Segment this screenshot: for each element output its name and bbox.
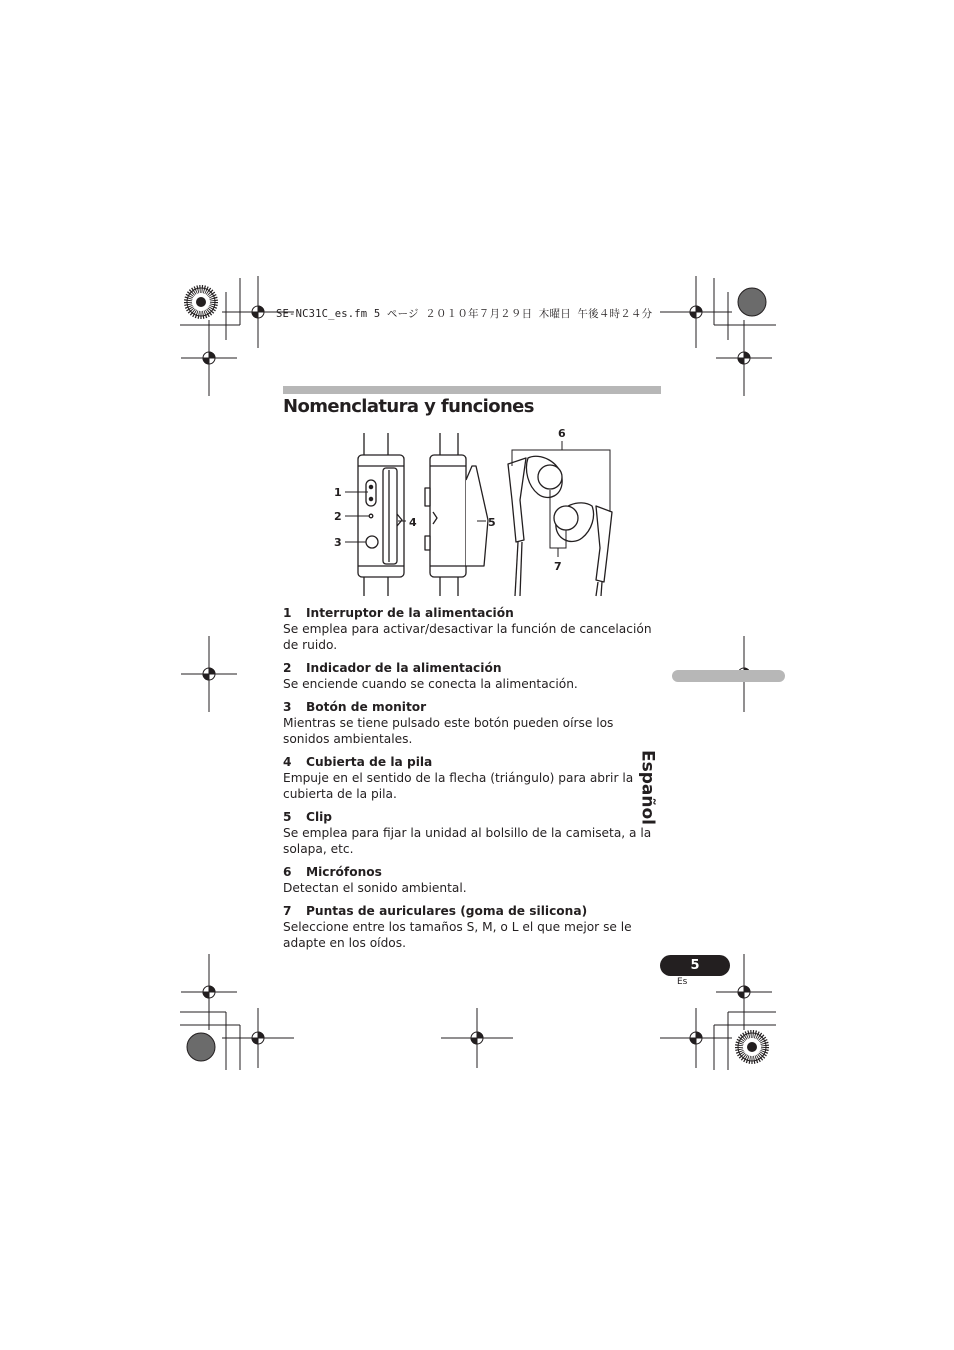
- print-header: SE-NC31C_es.fm 5 ページ ２０１０年７月２９日 木曜日 午後４時２４分: [276, 308, 653, 320]
- callout-3: 3: [334, 536, 342, 549]
- item-title: Cubierta de la pila: [306, 755, 433, 769]
- item-description: Seleccione entre los tamaños S, M, o L el que mejor se le adapte en los oídos.: [283, 920, 632, 950]
- earphones-illustration: [508, 456, 612, 596]
- parts-list: [283, 605, 663, 958]
- item-number: 4: [283, 755, 292, 769]
- item-number: 3: [283, 700, 292, 714]
- item-description: Se emplea para fijar la unidad al bolsillo de la camiseta, a la solapa, etc.: [283, 826, 652, 856]
- list-item: [283, 754, 663, 802]
- unit-front-illustration: [358, 433, 404, 596]
- callout-5: 5: [488, 516, 496, 529]
- item-title: Puntas de auriculares (goma de silicona): [306, 904, 588, 918]
- item-description: Detectan el sonido ambiental.: [283, 881, 467, 895]
- item-number: 5: [283, 810, 292, 824]
- item-title: Micrófonos: [306, 865, 382, 879]
- item-title: Indicador de la alimentación: [306, 661, 502, 675]
- language-tab: Español: [637, 750, 658, 825]
- list-item: [283, 699, 663, 747]
- callout-7: 7: [554, 560, 562, 573]
- section-title: Nomenclatura y funciones: [283, 396, 534, 417]
- item-number: 2: [283, 661, 292, 675]
- unit-side-illustration: [425, 433, 488, 596]
- item-description: Mientras se tiene pulsado este botón pueden oírse los sonidos ambientales.: [283, 716, 614, 746]
- list-item: [283, 605, 663, 653]
- item-description: Se emplea para activar/desactivar la función de cancelación de ruido.: [283, 622, 652, 652]
- list-item: [283, 809, 663, 857]
- item-number: 6: [283, 865, 292, 879]
- callout-6: 6: [558, 427, 566, 440]
- list-item: [283, 660, 663, 692]
- item-number: 7: [283, 904, 292, 918]
- callout-1: 1: [334, 486, 342, 499]
- list-item: [283, 864, 663, 896]
- page-number: 5: [660, 955, 730, 976]
- item-title: Botón de monitor: [306, 700, 427, 714]
- language-tab-bar: [672, 670, 785, 682]
- item-title: Clip: [306, 810, 333, 824]
- list-item: [283, 903, 663, 951]
- callout-4: 4: [409, 516, 417, 529]
- callout-2: 2: [334, 510, 342, 523]
- item-title: Interruptor de la alimentación: [306, 606, 514, 620]
- item-description: Se enciende cuando se conecta la alimentación.: [283, 677, 578, 691]
- item-number: 1: [283, 606, 292, 620]
- page-language-code: Es: [677, 977, 688, 987]
- item-description: Empuje en el sentido de la flecha (triángulo) para abrir la cubierta de la pila.: [283, 771, 634, 801]
